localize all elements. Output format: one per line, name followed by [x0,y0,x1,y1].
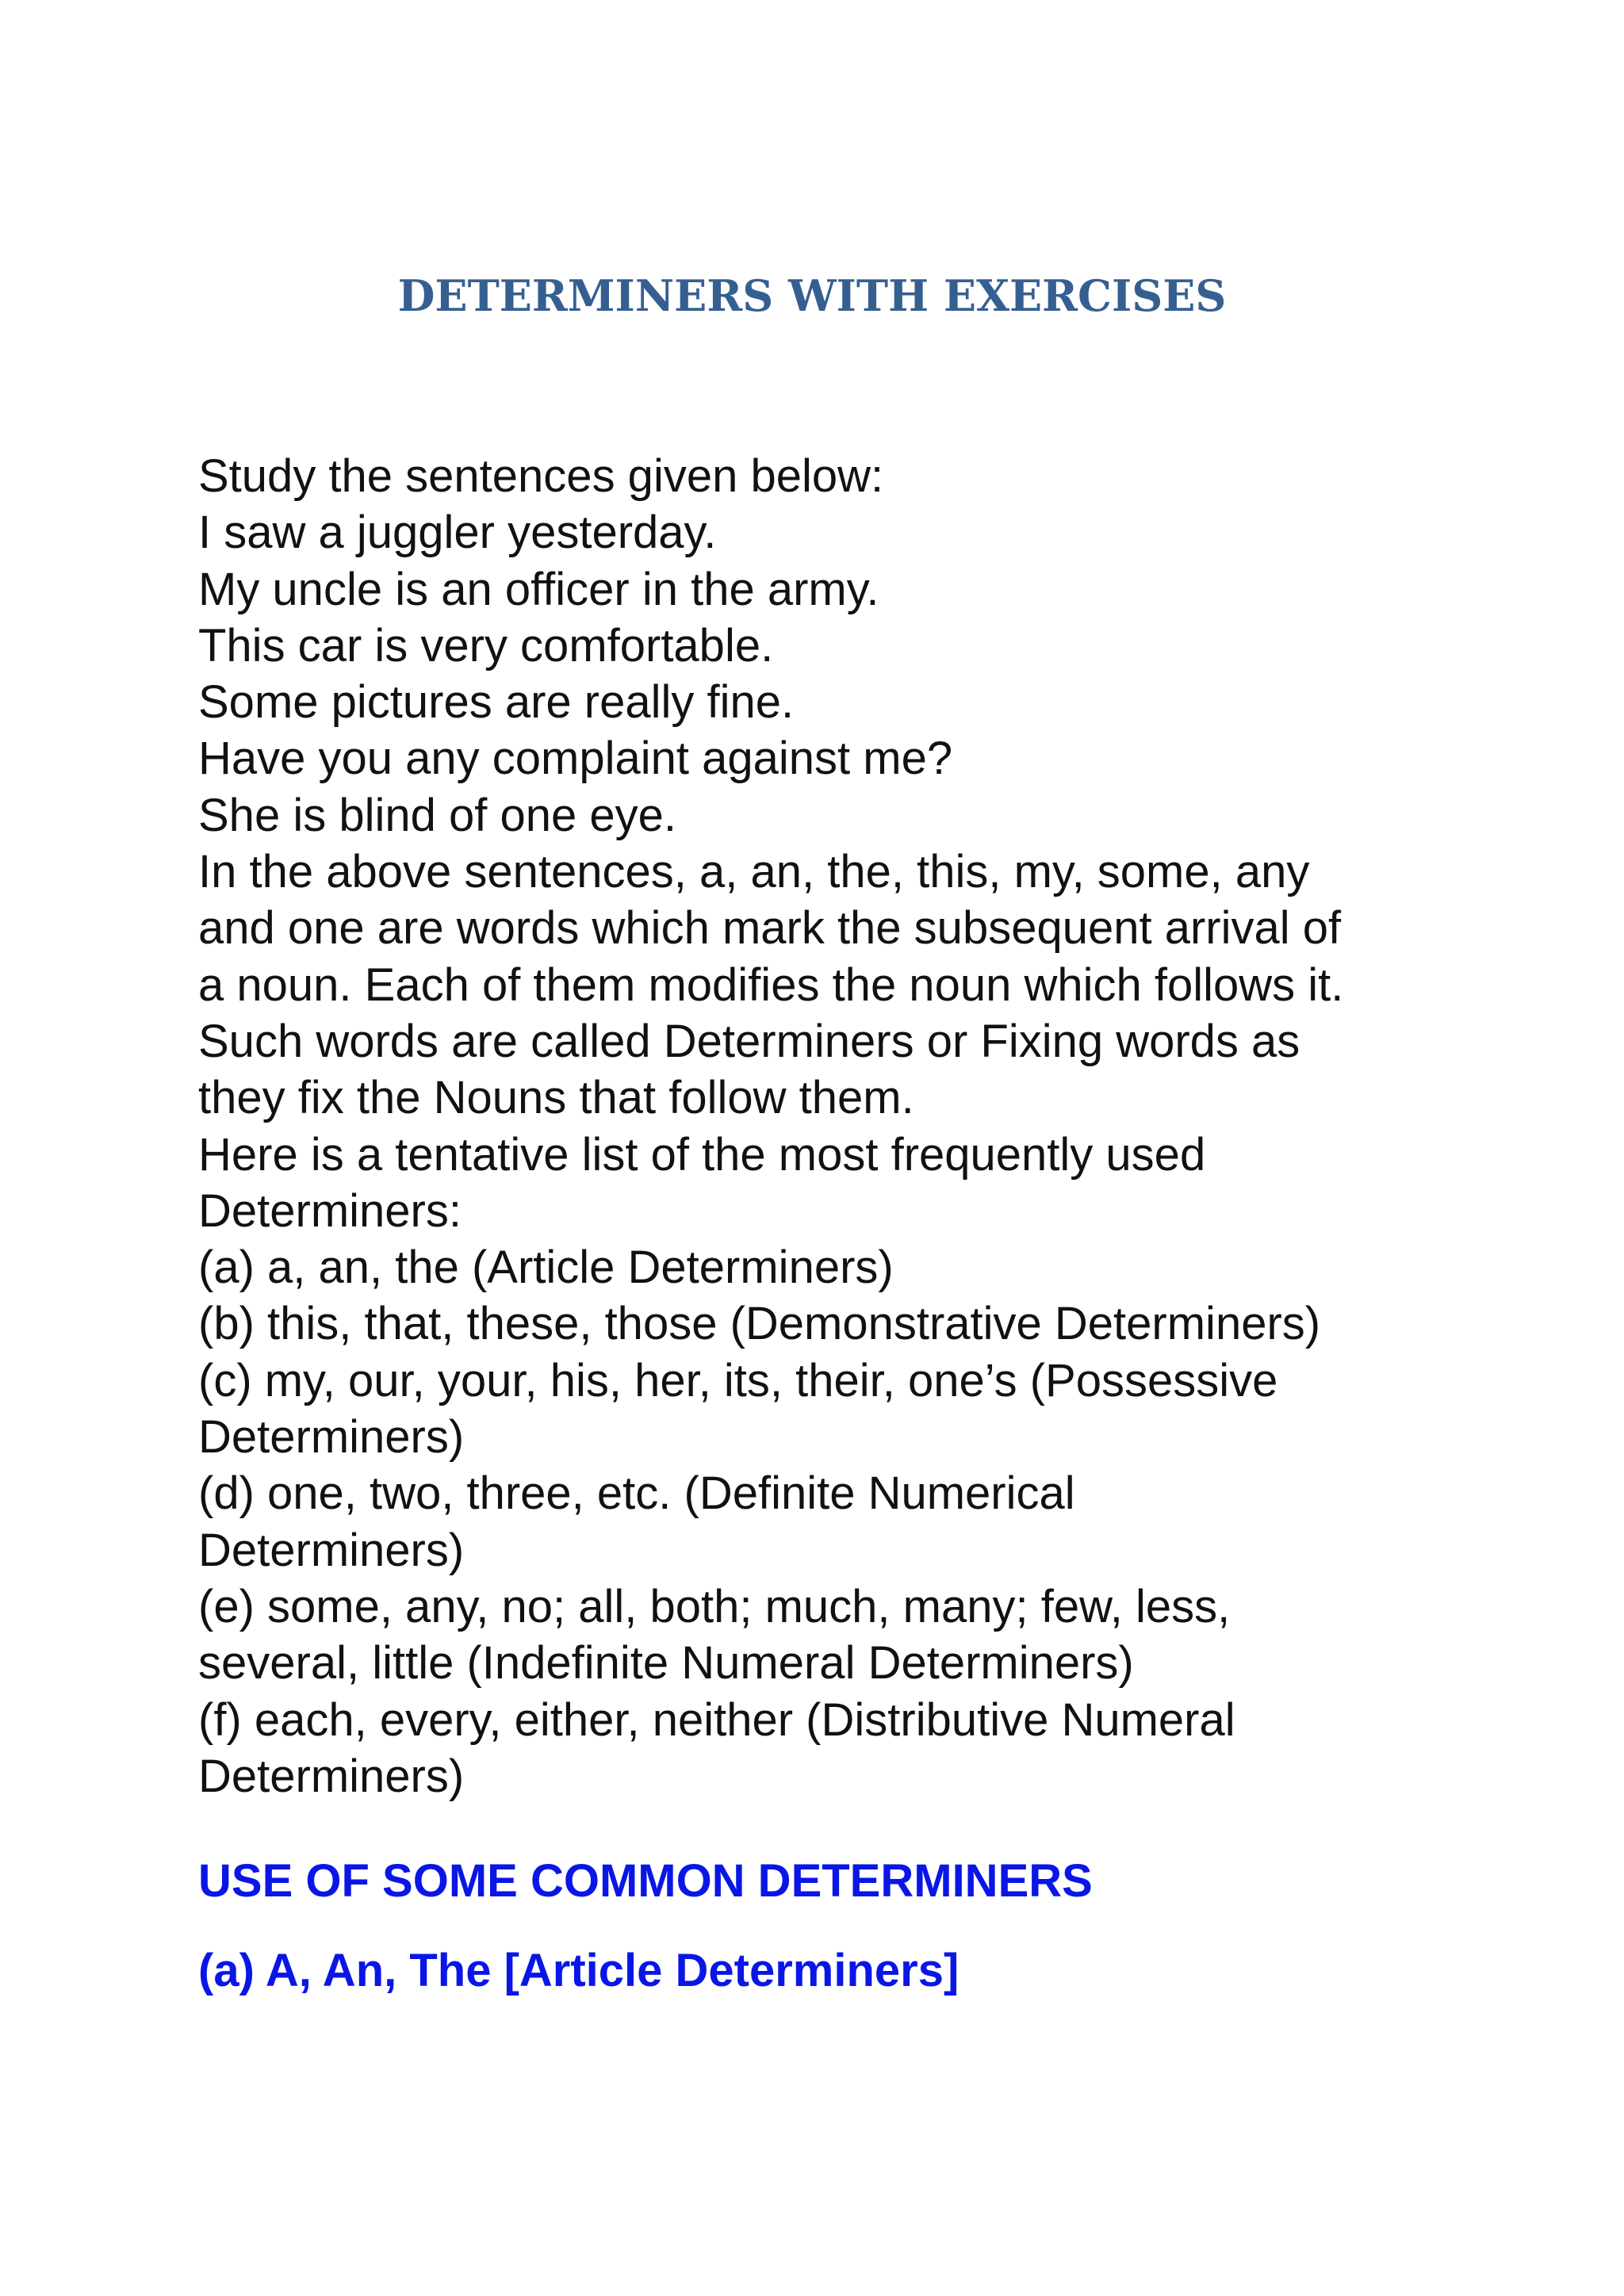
section-heading: USE OF SOME COMMON DETERMINERS [198,1855,1093,1907]
body-line: She is blind of one eye. [198,789,676,841]
list-item: (b) this, that, these, those (Demonstrative Determiners) [198,1298,1321,1350]
list-item: (d) one, two, three, etc. (Definite Numerical [198,1468,1075,1520]
document-title: DETERMINERS WITH EXERCISES [397,270,1227,321]
body-line: Here is a tentative list of the most frequently used [198,1128,1206,1181]
list-item: (c) my, our, your, his, her, its, their, one’s (Possessive [198,1354,1278,1406]
body-line: I saw a juggler yesterday. [198,507,717,559]
body-line: Such words are called Determiners or Fixing words as [198,1015,1300,1067]
body-line: In the above sentences, a, an, the, this, my, some, any [198,846,1310,898]
body-line: and one are words which mark the subsequent arrival of [198,902,1342,955]
list-item-continuation: Determiners) [198,1524,465,1576]
body-line: Some pictures are really fine. [198,676,795,729]
list-item: (a) a, an, the (Article Determiners) [198,1242,894,1294]
body-line: My uncle is an officer in the army. [198,563,879,615]
list-item-continuation: several, little (Indefinite Numeral Determiners) [198,1637,1134,1689]
body-line: This car is very comfortable. [198,619,774,672]
body-line: Have you any complaint against me? [198,733,953,785]
list-item-continuation: Determiners) [198,1750,465,1802]
body-line: they fix the Nouns that follow them. [198,1072,914,1124]
body-line: Determiners: [198,1184,462,1237]
body-line: Study the sentences given below: [198,450,884,502]
subsection-heading: (a) A, An, The [Article Determiners] [198,1945,959,1996]
list-item-continuation: Determiners) [198,1411,465,1464]
body-text [198,448,1499,1804]
body-line: a noun. Each of them modifies the noun which follows it. [198,959,1344,1011]
list-item: (f) each, every, either, neither (Distributive Numeral [198,1693,1235,1746]
list-item: (e) some, any, no; all, both; much, many; few, less, [198,1580,1231,1632]
